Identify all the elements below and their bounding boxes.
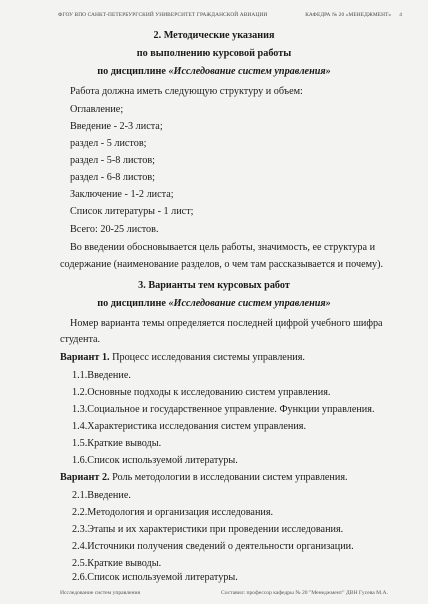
- variant-2-label: Вариант 2.: [60, 472, 110, 483]
- variant-2-item: 2.4.Источники получения сведений о деятельности организации.: [72, 541, 354, 552]
- structure-item: Заключение - 1-2 листа;: [70, 189, 174, 200]
- section2-total: Всего: 20-25 листов.: [70, 224, 159, 235]
- running-header: [58, 12, 402, 18]
- structure-item: раздел - 5 листов;: [70, 138, 147, 149]
- variant-2-item: 2.2.Методология и организация исследования.: [72, 507, 274, 518]
- variant-2-item: 2.1.Введение.: [72, 490, 131, 501]
- footer-author: Составил: профессор кафедры № 20 "Менеджмент" ДВН Гусева М.А.: [220, 590, 388, 596]
- variant-1-item: 1.5.Краткие выводы.: [72, 438, 162, 449]
- header-department: КАФЕДРА № 20 «МЕНЕДЖМЕНТ»: [305, 12, 392, 18]
- variant-1-item: 1.2.Основные подходы к исследованию систем управления.: [72, 387, 331, 398]
- variant-1-item: 1.3.Социальное и государственное управление. Функции управления.: [72, 404, 375, 415]
- variant-1-heading: [60, 352, 305, 364]
- section2-course-name: «Исследование систем управления»: [168, 66, 331, 77]
- section3-title-line2: [0, 298, 428, 310]
- variant-1-label: Вариант 1.: [60, 352, 110, 363]
- section2-title-line1: 2. Методические указания: [153, 30, 275, 41]
- header-university: ФГОУ ВПО САНКТ-ПЕТЕРБУРГСКИЙ УНИВЕРСИТЕТ ГРАЖДАНСКОЙ АВИАЦИИ: [58, 12, 268, 18]
- section2-intro: Работа должна иметь следующую структуру и объем:: [70, 86, 303, 97]
- structure-item: Список литературы - 1 лист;: [70, 206, 194, 217]
- variant-1-item: 1.4.Характеристика исследования систем управления.: [72, 421, 307, 432]
- header-department-group: [305, 12, 402, 18]
- running-footer: [60, 590, 388, 596]
- section3-intro-line2: студента.: [60, 334, 101, 345]
- footer-course: Исследование систем управления: [60, 590, 141, 596]
- structure-item: Оглавление;: [70, 104, 124, 115]
- variant-2-heading: [60, 472, 348, 484]
- variant-1-item: 1.1.Введение.: [72, 370, 131, 381]
- section2-title-line2: по выполнению курсовой работы: [136, 48, 292, 59]
- section3-title-line1: 3. Варианты тем курсовых работ: [138, 280, 290, 291]
- section2-title-prefix: по дисциплине: [97, 66, 169, 77]
- variant-2-title: Роль методологии в исследовании систем управления.: [109, 472, 348, 483]
- variant-2-item: 2.6.Список используемой литературы.: [72, 572, 238, 583]
- variant-1-item: 1.6.Список используемой литературы.: [72, 455, 238, 466]
- section3-intro-line1: Номер варианта темы определяется последней цифрой учебного шифра: [70, 318, 383, 329]
- variant-2-item: 2.3.Этапы и их характеристики при проведении исследования.: [72, 524, 344, 535]
- variant-1-title: Процесс исследования системы управления.: [109, 352, 305, 363]
- section3-title-prefix: по дисциплине: [97, 298, 169, 309]
- page-number: 4: [399, 12, 402, 18]
- section2-paragraph-line1: Во введении обосновывается цель работы, значимость, ее структура и: [70, 242, 376, 253]
- structure-item: Введение - 2-3 листа;: [70, 121, 163, 132]
- section2-paragraph-line2: содержание (наименование разделов, о чем там рассказывается и почему).: [60, 259, 384, 270]
- structure-item: раздел - 5-8 листов;: [70, 155, 155, 166]
- section3-course-name: «Исследование систем управления»: [168, 298, 331, 309]
- structure-item: раздел - 6-8 листов;: [70, 172, 155, 183]
- section2-title-line3: [0, 66, 428, 78]
- variant-2-item: 2.5.Краткие выводы.: [72, 558, 162, 569]
